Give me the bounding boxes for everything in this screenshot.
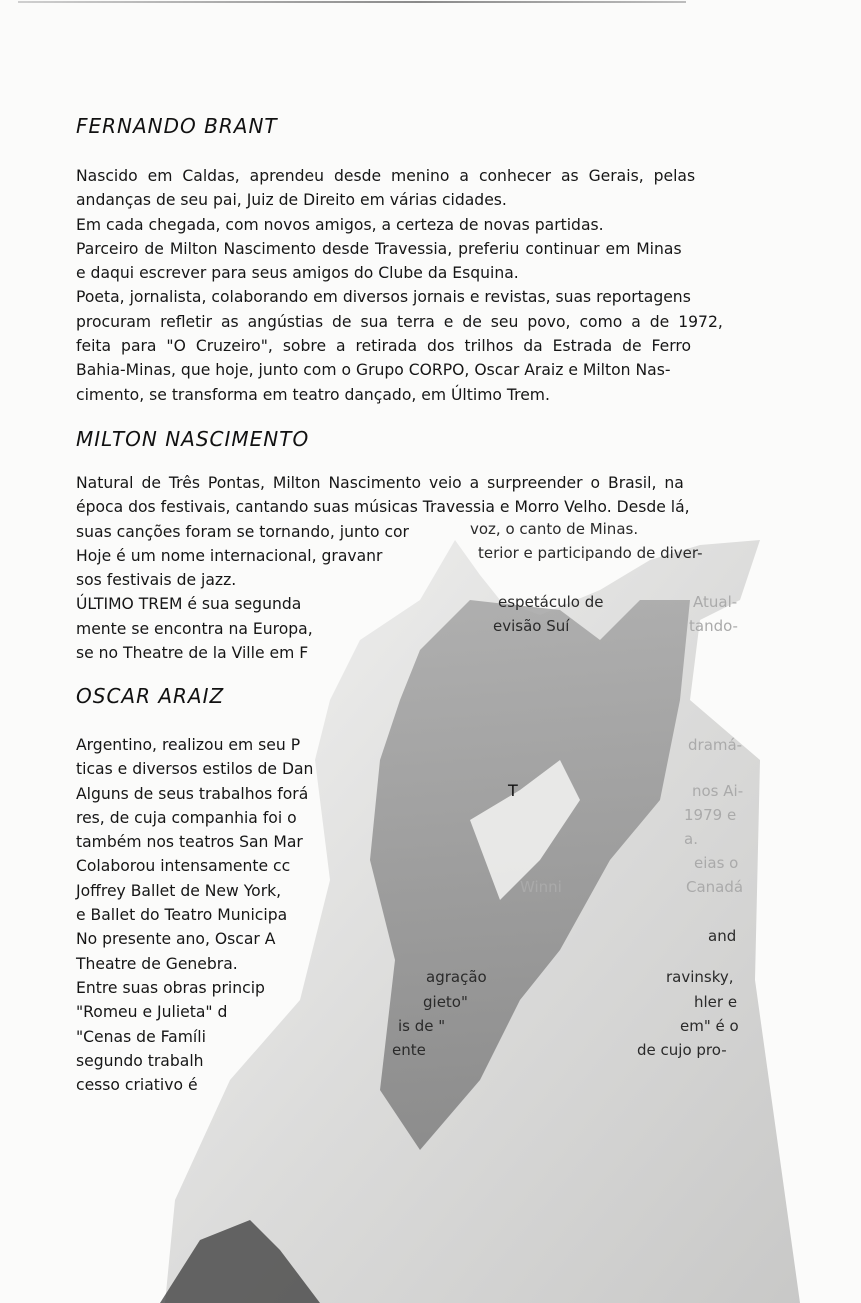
text-line: Colaborou intensamente cc [76,857,291,876]
text-line: e Ballet do Teatro Municipa [76,906,288,925]
text-line: ÚLTIMO TREM é sua segunda [76,595,302,614]
text-line: cesso criativo é [76,1076,198,1095]
section-title-milton-nascimento: MILTON NASCIMENTO [76,427,310,451]
text-line: segundo trabalh [76,1051,204,1070]
text-line: Entre suas obras princip [76,978,265,997]
fragment-text: eias o [694,854,739,872]
text-line: cimento, se transforma em teatro dançado, em Último Trem. [76,385,550,404]
text-line: Nascido em Caldas, aprendeu desde menino a conhecer as Gerais, pelas [76,167,696,185]
fragment-text: and [708,927,737,945]
text-line: "Cenas de Famíli [76,1027,206,1046]
fragment-text: ravinsky, [666,968,734,986]
fragment-text: T [508,781,518,800]
fragment-text: ente [392,1041,426,1059]
fragment-text: em" é o [680,1017,739,1035]
text-line: também nos teatros San Mar [76,833,303,852]
fragment-text: 1979 e [684,806,737,824]
fragment-text: nos Ai- [692,782,744,800]
fragment-text: gieto" [423,993,468,1011]
fragment-text: tando- [689,617,738,635]
text-line: mente se encontra na Europa, [76,619,313,638]
text-line: e daqui escrever para seus amigos do Clube da Esquina. [76,264,519,283]
fragment-text: Winni [520,878,562,896]
fragment-text: espetáculo de [498,593,604,611]
text-line: Joffrey Ballet de New York, [76,881,282,900]
text-line: Alguns de seus trabalhos forá [76,784,309,803]
text-line: Parceiro de Milton Nascimento desde Travessia, preferiu continuar em Minas [76,239,682,258]
text-line: Bahia-Minas, que hoje, junto com o Grupo CORPO, Oscar Araiz e Milton Nas- [76,361,671,380]
fragment-text: Atual- [693,593,738,611]
text-line: res, de cuja companhia foi o [76,808,297,827]
text-line: procuram refletir as angústias de sua terra e de seu povo, como a de 1972, [76,312,723,331]
fragment-text: evisão Suí [493,617,570,635]
text-line: Argentino, realizou em seu P [76,736,301,754]
section-title-fernando-brant: FERNANDO BRANT [76,114,278,138]
fragment-text: a. [684,830,698,848]
text-line: época dos festivais, cantando suas músicas Travessia e Morro Velho. Desde lá, [76,498,690,517]
fragment-text: dramá- [688,736,743,754]
fragment-text: hler e [694,993,738,1011]
fragment-text: terior e participando de diver- [478,544,703,562]
text-line: Hoje é um nome internacional, gravanr [76,546,383,565]
fragment-text: agração [426,968,487,986]
text-line: se no Theatre de la Ville em F [76,644,309,663]
text-line: No presente ano, Oscar A [76,930,276,949]
text-line: andanças de seu pai, Juiz de Direito em várias cidades. [76,191,507,210]
fragment-text: voz, o canto de Minas. [470,520,639,538]
fragment-text: is de " [398,1017,446,1035]
text-line: Theatre de Genebra. [76,954,238,973]
section-title-oscar-araiz: OSCAR ARAIZ [76,684,225,708]
text-line: Em cada chegada, com novos amigos, a certeza de novas partidas. [76,215,604,234]
fragment-text: de cujo pro- [637,1041,727,1059]
text-line: Natural de Três Pontas, Milton Nascimento veio a surpreender o Brasil, na [76,474,684,492]
text-line: sos festivais de jazz. [76,571,237,590]
text-line: suas canções foram se tornando, junto cor [76,522,409,541]
text-line: feita para "O Cruzeiro", sobre a retirada dos trilhos da Estrada de Ferro [76,337,691,356]
text-line: "Romeu e Julieta" d [76,1003,228,1022]
fragment-text: Canadá [686,878,744,896]
text-line: Poeta, jornalista, colaborando em diversos jornais e revistas, suas reportagens [76,288,691,307]
text-line: ticas e diversos estilos de Dan [76,760,314,779]
